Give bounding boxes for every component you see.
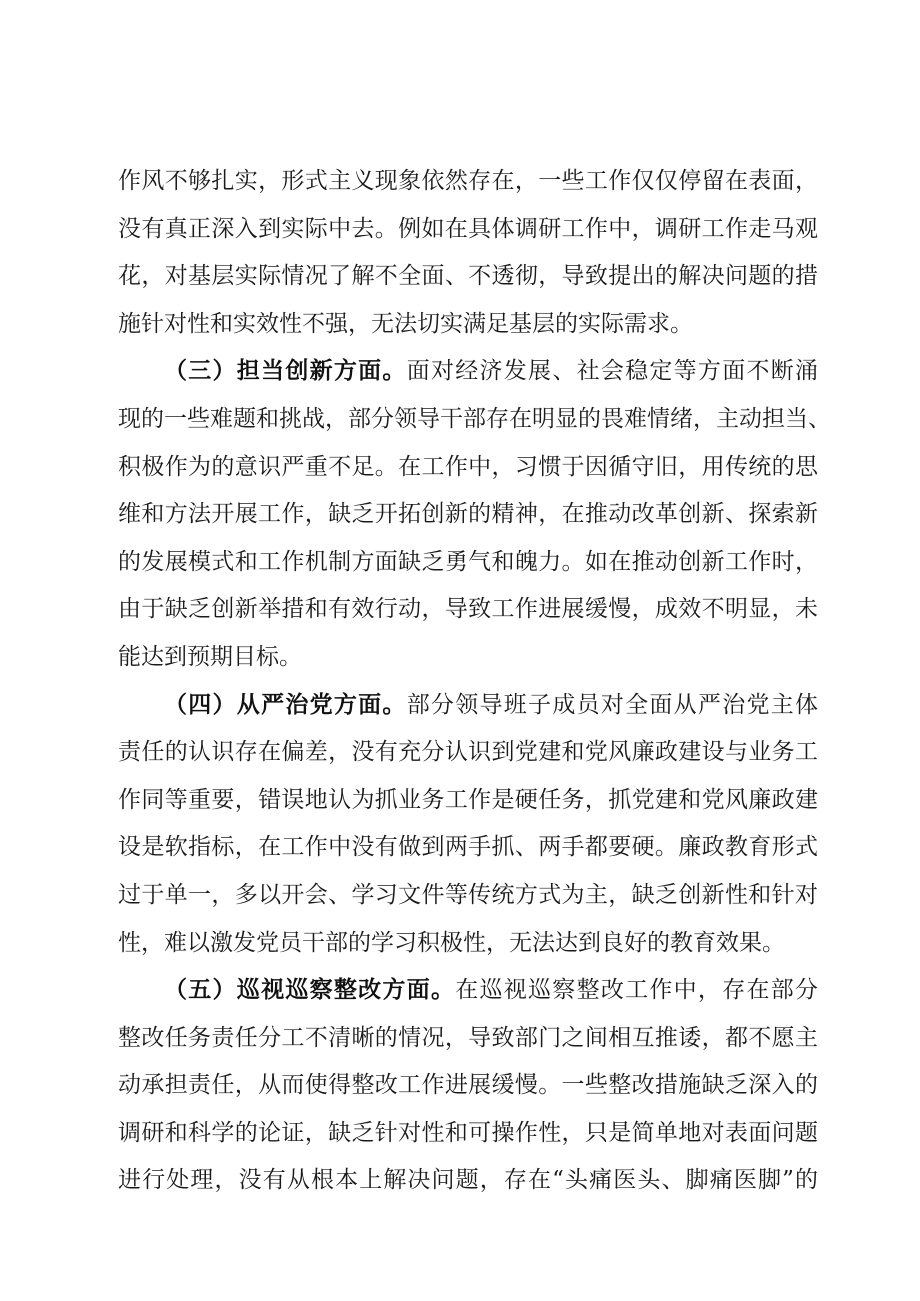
section-heading: （四）从严治党方面。 xyxy=(164,691,407,718)
section-heading: （三）担当创新方面。 xyxy=(164,358,407,385)
paragraph-line: 调研和科学的论证，缺乏针对性和可操作性，只是简单地对表面问题 xyxy=(118,1119,818,1146)
paragraph-text: 面对经济发展、社会稳定等方面不断涌 xyxy=(406,358,819,385)
paragraph-line: 性，难以激发党员干部的学习积极性，无法达到良好的教育效果。 xyxy=(118,929,785,956)
paragraph-line: 责任的认识存在偏差，没有充分认识到党建和党风廉政建设与业务工 xyxy=(118,739,818,766)
paragraph-first-line xyxy=(118,348,818,396)
paragraph-line: 的发展模式和工作机制方面缺乏勇气和魄力。如在推动创新工作时， xyxy=(118,548,818,575)
paragraph-party-discipline xyxy=(118,682,818,968)
paragraph-continuation xyxy=(118,158,818,348)
paragraph-line: 过于单一，多以开会、学习文件等传统方式为主，缺乏创新性和针对 xyxy=(118,881,818,908)
paragraph-line: 作风不够扎实，形式主义现象依然存在，一些工作仅仅停留在表面， xyxy=(118,168,818,194)
paragraph-line: 设是软指标，在工作中没有做到两手抓、两手都要硬。廉政教育形式 xyxy=(118,834,818,861)
paragraph-text: 部分领导班子成员对全面从严治党主体 xyxy=(406,691,819,718)
paragraph-first-line xyxy=(118,682,818,730)
paragraph-line: 动承担责任，从而使得整改工作进展缓慢。一些整改措施缺乏深入的 xyxy=(118,1072,818,1099)
paragraph-line: 维和方法开展工作，缺乏开拓创新的精神，在推动改革创新、探索新 xyxy=(118,501,818,528)
paragraph-text: 在巡视巡察整改工作中，存在部分 xyxy=(455,977,819,1004)
paragraph-inspection-rectification xyxy=(118,967,818,1205)
paragraph-line: 施针对性和实效性不强，无法切实满足基层的实际需求。 xyxy=(118,310,693,337)
paragraph-line: 能达到预期目标。 xyxy=(118,643,302,670)
paragraph-line: 进行处理，没有从根本上解决问题，存在“头痛医头、脚痛医脚”的 xyxy=(118,1167,818,1194)
paragraph-line: 没有真正深入到实际中去。例如在具体调研工作中，调研工作走马观 xyxy=(118,215,818,242)
paragraph-line: 花，对基层实际情况了解不全面、不透彻，导致提出的解决问题的措 xyxy=(118,263,818,290)
document-body xyxy=(118,158,831,1205)
paragraph-line: 现的一些难题和挑战，部分领导干部存在明显的畏难情绪，主动担当、 xyxy=(118,405,831,432)
paragraph-line: 作同等重要，错误地认为抓业务工作是硬任务，抓党建和党风廉政建 xyxy=(118,786,818,813)
paragraph-first-line xyxy=(118,967,818,1015)
paragraph-line: 积极作为的意识严重不足。在工作中，习惯于因循守旧，用传统的思 xyxy=(118,453,818,480)
section-heading: （五）巡视巡察整改方面。 xyxy=(164,977,456,1004)
paragraph-line: 由于缺乏创新举措和有效行动，导致工作进展缓慢，成效不明显，未 xyxy=(118,596,818,623)
paragraph-innovation xyxy=(118,348,831,681)
paragraph-line: 整改任务责任分工不清晰的情况，导致部门之间相互推诿，都不愿主 xyxy=(118,1024,818,1051)
